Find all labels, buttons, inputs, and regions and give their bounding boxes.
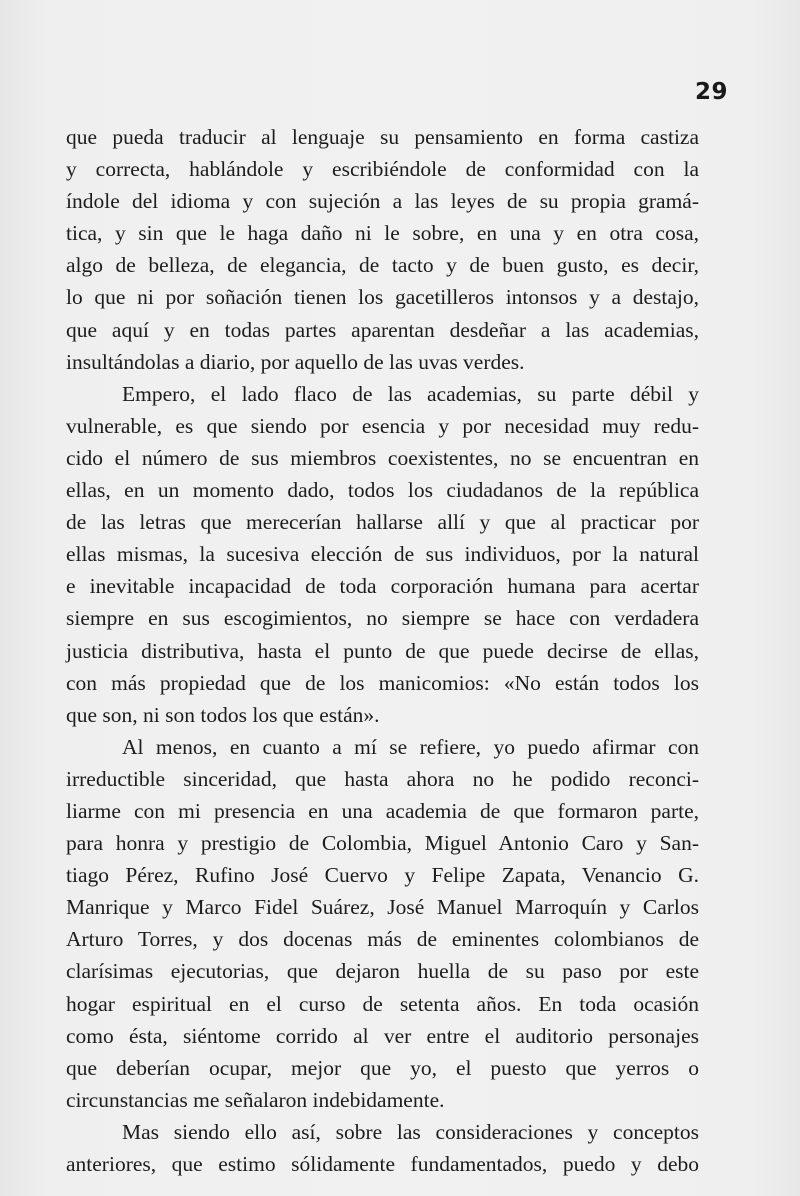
text-line: lo que ni por soñación tienen los gacetilleros intonsos y a destajo,: [66, 285, 699, 310]
text-line: que son, ni son todos los que están».: [66, 702, 380, 727]
text-line: siempre en sus escogimientos, no siempre se hace con verdadera: [66, 606, 699, 631]
text-line: justicia distributiva, hasta el punto de que puede decirse de ellas,: [66, 638, 699, 663]
page-number: 29: [694, 79, 728, 105]
text-line: tiago Pérez, Rufino José Cuervo y Felipe Zapata, Venancio G.: [66, 863, 699, 888]
text-line: que aquí y en todas partes aparentan desdeñar a las academias,: [66, 317, 699, 342]
text-line: índole del idioma y con sujeción a las leyes de su propia gramá-: [66, 189, 699, 214]
text-line: e inevitable incapacidad de toda corporación humana para acertar: [66, 574, 699, 599]
text-line: y correcta, hablándole y escribiéndole de conformidad con la: [66, 157, 699, 182]
text-line: cido el número de sus miembros coexistentes, no se encuentran en: [66, 445, 699, 470]
text-line: anteriores, que estimo sólidamente fundamentados, puedo y debo: [66, 1152, 699, 1176]
text-line: que pueda traducir al lenguaje su pensamiento en forma castiza: [66, 125, 699, 149]
text-line: que deberían ocupar, mejor que yo, el puesto que yerros o: [66, 1055, 699, 1080]
text-line: Arturo Torres, y dos docenas más de eminentes colombianos de: [66, 927, 699, 952]
text-line: liarme con mi presencia en una academia de que formaron parte,: [66, 798, 699, 823]
text-line: con más propiedad que de los manicomios: «No están todos los: [66, 670, 699, 695]
text-line: como ésta, siéntome corrido al ver entre el auditorio personajes: [66, 1023, 699, 1048]
text-line: ellas mismas, la sucesiva elección de sus individuos, por la natural: [66, 542, 699, 567]
text-line: hogar espiritual en el curso de setenta años. En toda ocasión: [66, 991, 699, 1016]
text-line: Manrique y Marco Fidel Suárez, José Manuel Marroquín y Carlos: [66, 895, 699, 920]
text-line: Mas siendo ello así, sobre las consideraciones y conceptos: [122, 1119, 699, 1144]
text-line: tica, y sin que le haga daño ni le sobre, en una y en otra cosa,: [66, 221, 699, 246]
text-line: irreductible sinceridad, que hasta ahora no he podido reconci-: [66, 766, 699, 791]
text-line: para honra y prestigio de Colombia, Miguel Antonio Caro y San-: [66, 831, 699, 856]
text-line: de las letras que merecerían hallarse allí y que al practicar por: [66, 510, 699, 535]
text-line: ellas, en un momento dado, todos los ciudadanos de la república: [66, 478, 699, 503]
text-line: circunstancias me señalaron indebidamente.: [66, 1087, 445, 1112]
text-line: Al menos, en cuanto a mí se refiere, yo puedo afirmar con: [122, 734, 699, 759]
text-line: Empero, el lado flaco de las academias, su parte débil y: [122, 381, 699, 406]
text-line: insultándolas a diario, por aquello de las uvas verdes.: [66, 349, 525, 374]
text-line: algo de belleza, de elegancia, de tacto y de buen gusto, es decir,: [66, 253, 699, 278]
body-text: [66, 121, 699, 1180]
text-line: vulnerable, es que siendo por esencia y por necesidad muy redu-: [66, 413, 699, 438]
text-line: clarísimas ejecutorias, que dejaron huella de su paso por este: [66, 959, 699, 984]
